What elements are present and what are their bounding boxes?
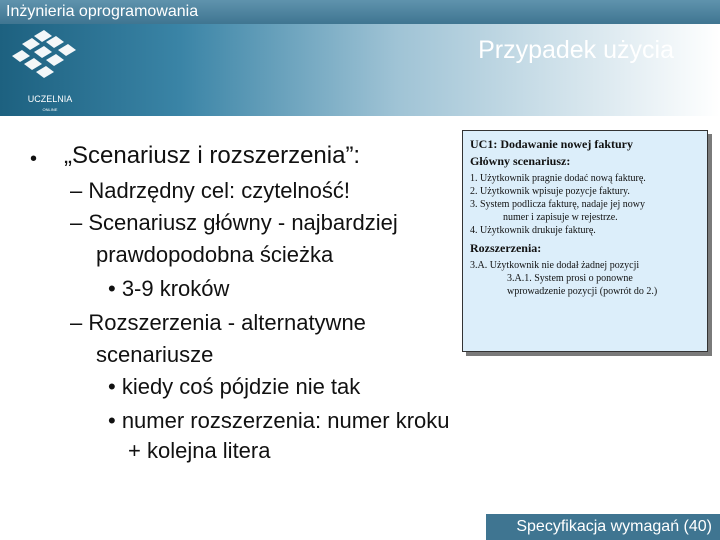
bullet-1: „Scenariusz i rozszerzenia”: (64, 142, 361, 169)
slide-title: Przypadek użycia (478, 36, 674, 64)
ext-3a: 3.A. Użytkownik nie dodał żadnej pozycji (470, 260, 640, 271)
bullet-1c-line1: – Rozszerzenia - alternatywne (70, 310, 366, 335)
extensions-label: Rozszerzenia: (470, 241, 542, 255)
bullet-1a: – Nadrzędny cel: czytelność! (70, 178, 351, 203)
step-4: 4. Użytkownik drukuje fakturę. (470, 225, 596, 236)
step-1: 1. Użytkownik pragnie dodać nową fakturę. (470, 173, 646, 184)
course-title: Inżynieria oprogramowania (0, 0, 720, 24)
bullet-dot: • (30, 148, 38, 170)
bullet-1c-line2: scenariusze (96, 342, 214, 367)
step-3: 3. System podlicza fakturę, nadaje jej nowy (470, 199, 645, 210)
use-case-box (462, 130, 708, 352)
main-scenario-label: Główny scenariusz: (470, 154, 571, 168)
bullet-1c-item1: • kiedy coś pójdzie nie tak (108, 374, 361, 399)
ext-3a1: 3.A.1. System prosi o ponowne (507, 273, 633, 284)
bullet-1b-item: • 3-9 kroków (108, 276, 230, 301)
bullet-1b-line2: prawdopodobna ścieżka (96, 242, 334, 267)
use-case-title: UC1: Dodawanie nowej faktury (470, 137, 633, 151)
step-3-cont: numer i zapisuje w rejestrze. (503, 212, 618, 223)
footer-page-label: Specyfikacja wymagań (40) (486, 514, 720, 540)
bullet-1c-item2-line2: + kolejna litera (128, 438, 271, 463)
bullet-1b-line1: – Scenariusz główny - najbardziej (70, 210, 398, 235)
logo-sub: ONLINE (42, 107, 58, 112)
bullet-1c-item2-line1: • numer rozszerzenia: numer kroku (108, 408, 450, 433)
ext-3a1-cont: wprowadzenie pozycji (powrót do 2.) (507, 286, 658, 297)
logo-name: UCZELNIA (27, 94, 73, 104)
step-2: 2. Użytkownik wpisuje pozycje faktury. (470, 186, 630, 197)
